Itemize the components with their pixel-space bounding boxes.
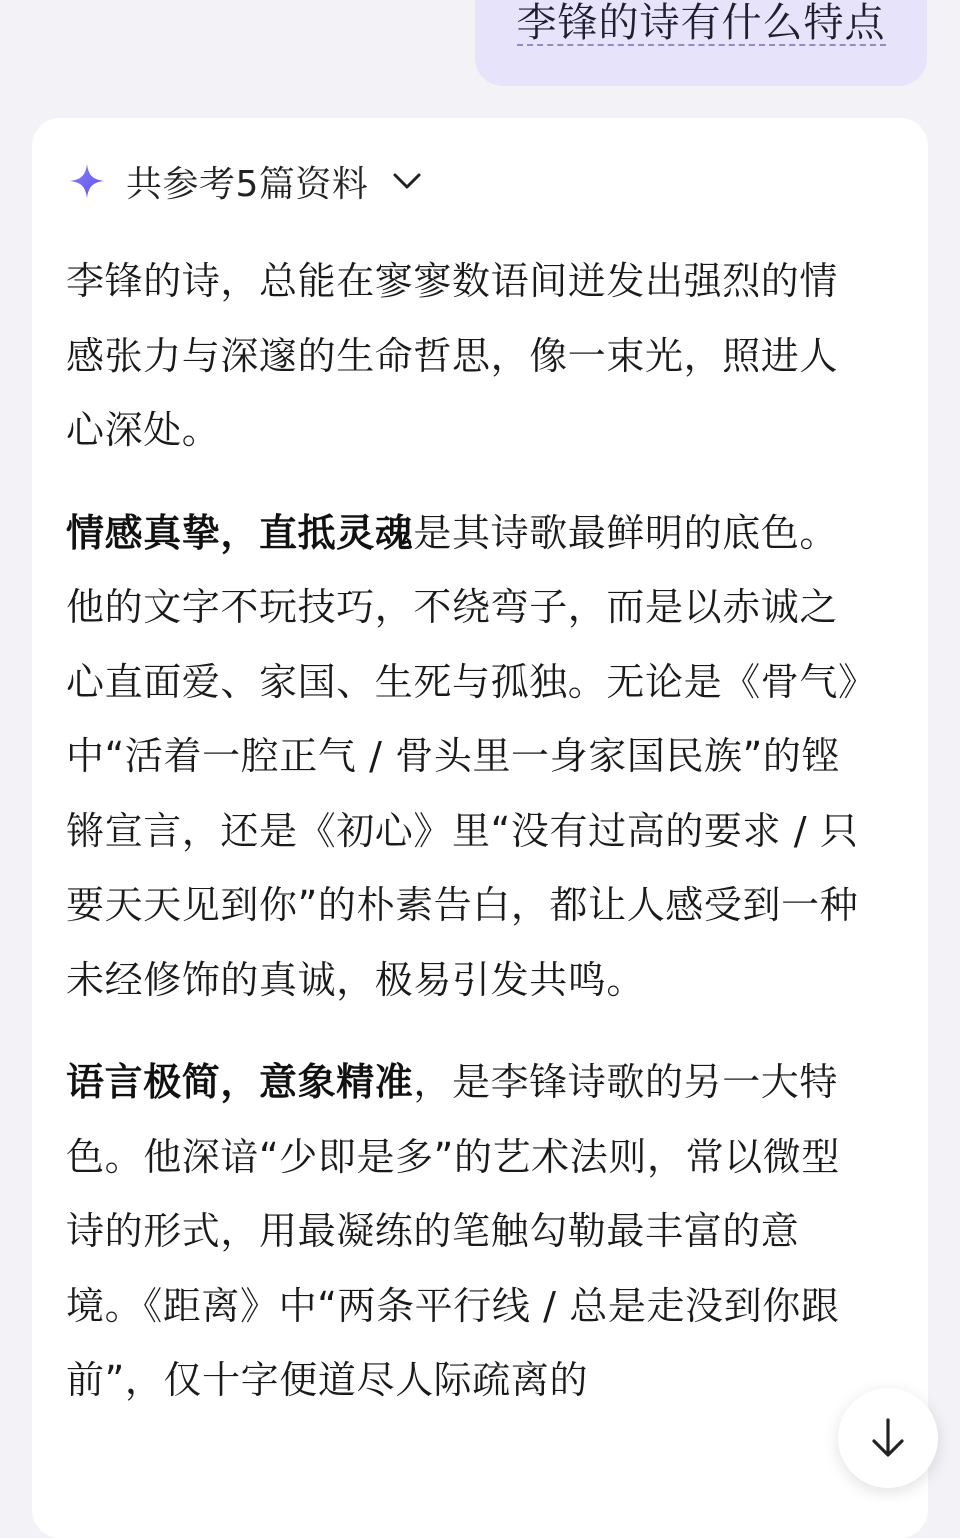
arrow-down-icon: [868, 1416, 908, 1460]
paragraph-text: 是其诗歌最鲜明的底色。他的文字不玩技巧，不绕弯子，而是以赤诚之心直面爱、家国、生死与孤独。无论是《骨气》中“活着一腔正气 / 骨头里一身家国民族”的铿锵宣言，还是《初心》里“没有过高的要求 / 只要天天见到你”的朴素告白，都让人感受到一种未经修饰的真诚，极易引发共鸣。: [66, 510, 859, 1002]
answer-paragraph-intro: [66, 244, 874, 468]
answer-paragraph-language: [66, 1045, 874, 1418]
chevron-down-icon: [392, 172, 422, 190]
answer-card: [32, 118, 928, 1538]
paragraph-heading: 语言极简，意象精准: [66, 1060, 414, 1104]
references-label: 共参考5篇资料: [126, 163, 369, 205]
paragraph-text: 李锋的诗，总能在寥寥数语间迸发出强烈的情感张力与深邃的生命哲思，像一束光，照进人心深处。: [66, 259, 839, 452]
paragraph-text: ，是李锋诗歌的另一大特色。他深谙“少即是多”的艺术法则，常以微型诗的形式，用最凝练的笔触勾勒最丰富的意境。《距离》中“两条平行线 / 总是走没到你跟前”，仅十字便道尽人际疏离的: [66, 1060, 840, 1402]
scroll-to-bottom-button[interactable]: [838, 1388, 938, 1488]
paragraph-heading: 情感真挚，直抵灵魂: [66, 510, 414, 555]
user-message-bubble[interactable]: [475, 0, 927, 86]
answer-paragraph-emotion: [66, 496, 874, 1018]
sparkle-icon: [68, 162, 106, 200]
references-toggle[interactable]: [66, 118, 894, 244]
user-message-text[interactable]: 李锋的诗有什么特点: [516, 0, 886, 46]
